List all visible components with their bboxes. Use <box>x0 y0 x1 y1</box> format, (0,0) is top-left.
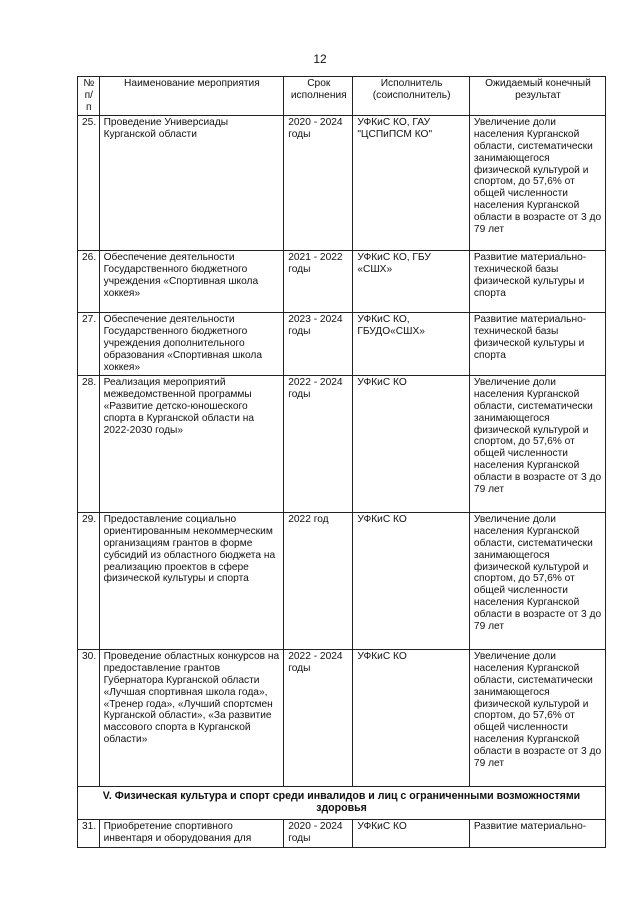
header-number: № п/п <box>78 77 100 116</box>
row-number: 29. <box>78 513 100 650</box>
page-number: 12 <box>313 52 327 66</box>
row-measure-name: Обеспечение деятельности Государственного бюджетного учреждения дополнительного образования «Спортивная школа хоккея» <box>99 313 284 376</box>
row-measure-name: Реализация мероприятий межведомственной программы «Развитие детско-юношеского спорта в Курганской области на 2022-2030 годы» <box>99 376 284 513</box>
row-term: 2022 - 2024 годы <box>284 376 353 513</box>
row-measure-name: Обеспечение деятельности Государственного бюджетного учреждения «Спортивная школа хоккея» <box>99 251 284 313</box>
row-result: Развитие материально-технической базы физической культуры и спорта <box>469 313 605 376</box>
row-executor: УФКиС КО, ГБУ «СШХ» <box>353 251 470 313</box>
table-row <box>78 376 606 513</box>
section-title: V. Физическая культура и спорт среди инвалидов и лиц с ограниченными возможностями здоровья <box>78 787 606 820</box>
row-executor: УФКиС КО, ГБУДО«СШХ» <box>353 313 470 376</box>
row-term: 2023 - 2024 годы <box>284 313 353 376</box>
row-measure-name: Предоставление социально ориентированным некоммерческим организациям грантов в форме субсидий из областного бюджета на реализацию проектов в сфере физической культуры и спорта <box>99 513 284 650</box>
table-row <box>78 819 606 847</box>
row-result: Увеличение доли населения Курганской области, систематически занимающегося физической культурой и спортом, до 57,6% от общей численности населения Курганской области в возрасте от 3 до 79 лет <box>469 650 605 787</box>
row-term: 2020 - 2024 годы <box>284 116 353 251</box>
table-row <box>78 513 606 650</box>
header-executor: Исполнитель (соисполнитель) <box>353 77 470 116</box>
row-executor: УФКиС КО <box>353 513 470 650</box>
row-measure-name: Проведение Универсиады Курганской области <box>99 116 284 251</box>
row-number: 27. <box>78 313 100 376</box>
row-number: 25. <box>78 116 100 251</box>
table-row <box>78 251 606 313</box>
row-result: Увеличение доли населения Курганской области, систематически занимающегося физической культурой и спортом, до 57,6% от общей численности населения Курганской области в возрасте от 3 до 79 лет <box>469 513 605 650</box>
row-number: 30. <box>78 650 100 787</box>
section-row <box>78 787 606 820</box>
row-number: 26. <box>78 251 100 313</box>
row-executor: УФКиС КО <box>353 819 470 847</box>
row-result: Развитие материально- <box>469 819 605 847</box>
row-term: 2021 - 2022 годы <box>284 251 353 313</box>
row-executor: УФКиС КО <box>353 650 470 787</box>
header-measure-name: Наименование мероприятия <box>99 77 284 116</box>
row-term: 2022 год <box>284 513 353 650</box>
row-measure-name: Приобретение спортивного инвентаря и оборудования для <box>99 819 284 847</box>
row-executor: УФКиС КО, ГАУ "ЦСПиПСМ КО" <box>353 116 470 251</box>
table-row <box>78 313 606 376</box>
row-term: 2022 - 2024 годы <box>284 650 353 787</box>
row-result: Увеличение доли населения Курганской области, систематически занимающегося физической культурой и спортом, до 57,6% от общей численности населения Курганской области в возрасте от 3 до 79 лет <box>469 376 605 513</box>
row-executor: УФКиС КО <box>353 376 470 513</box>
row-result: Развитие материально-технической базы физической культуры и спорта <box>469 251 605 313</box>
table-row <box>78 116 606 251</box>
row-number: 28. <box>78 376 100 513</box>
table-header-row <box>78 77 606 116</box>
header-result: Ожидаемый конечный результат <box>469 77 605 116</box>
row-number: 31. <box>78 819 100 847</box>
row-measure-name: Проведение областных конкурсов на предоставление грантов Губернатора Курганской области «Лучшая спортивная школа года», «Тренер года», «Лучший спортсмен Курганской области», «За развитие массового спорта в Курганской области» <box>99 650 284 787</box>
table-row <box>78 650 606 787</box>
row-result: Увеличение доли населения Курганской области, систематически занимающегося физической культурой и спортом, до 57,6% от общей численности населения Курганской области в возрасте от 3 до 79 лет <box>469 116 605 251</box>
measures-table <box>77 76 606 848</box>
row-term: 2020 - 2024 годы <box>284 819 353 847</box>
header-term: Срок исполнения <box>284 77 353 116</box>
